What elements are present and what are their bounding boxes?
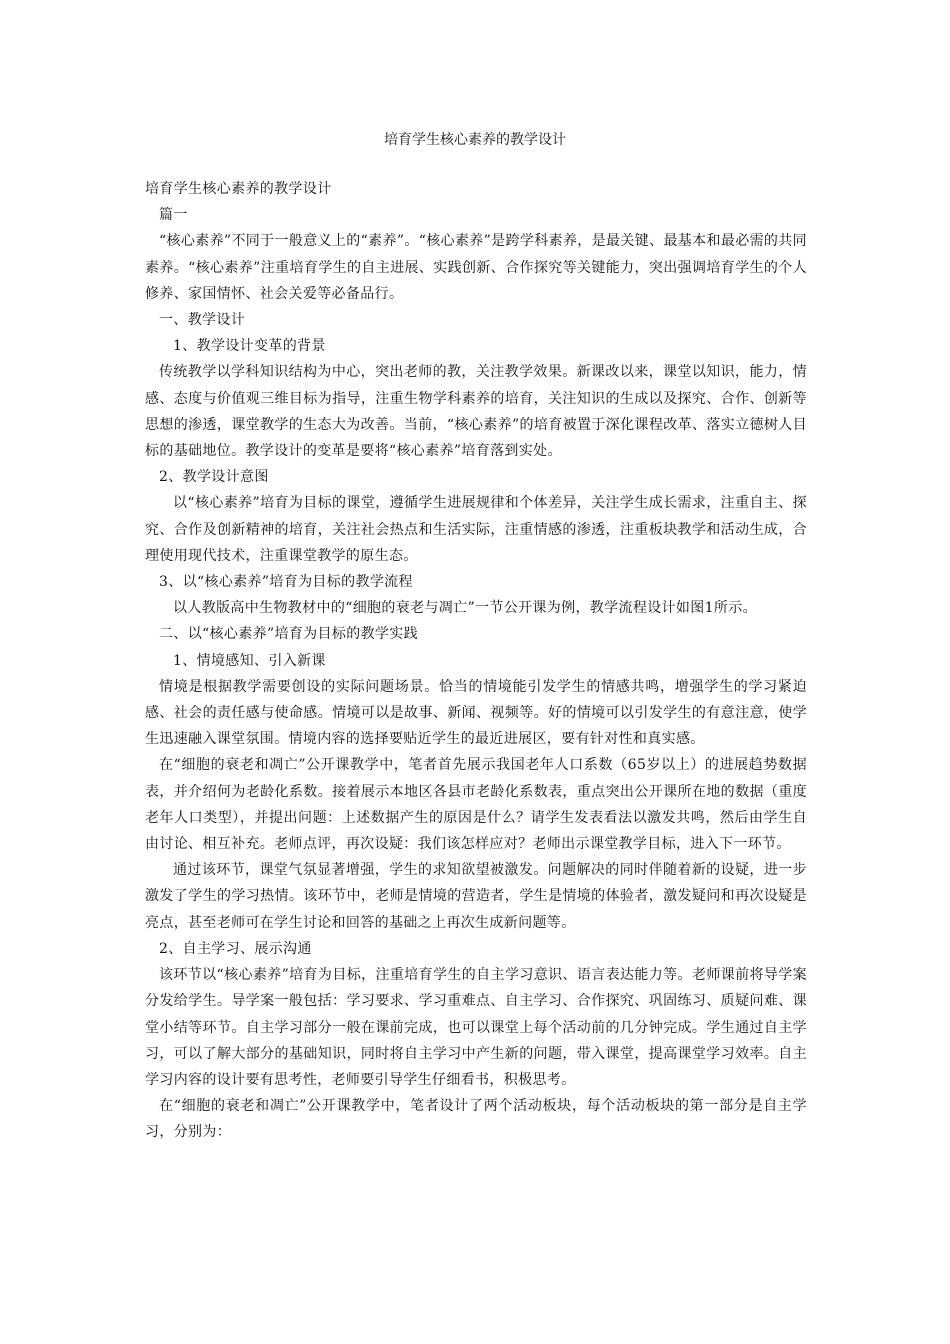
document-title: 培育学生核心素养的教学设计 xyxy=(384,132,566,148)
section-label-paragraph: 篇一 xyxy=(159,207,188,224)
document-body xyxy=(145,176,807,1146)
heading-self-study: 2、自主学习、展示沟通 xyxy=(159,940,312,957)
background-paragraph: 传统教学以学科知识结构为中心，突出老师的教，关注教学效果。新课改以来，课堂以知识，能力，情感、态度与价值观三维目标为指导，注重生物学科素养的培育，关注知识的生成以及探究、合作、创新等思想的渗透，课堂教学的生态大为改善。当前，“核心素养”的培育被置于深化课程改革、落实立德树人目标的基础地位。教学设计的变革是要将“核心素养”培育落到实处。 xyxy=(145,364,807,460)
heading-situation: 1、情境感知、引入新课 xyxy=(173,652,326,669)
effect-paragraph: 通过该环节，课堂气氛显著增强，学生的求知欲望被激发。问题解决的同时伴随着新的设疑，进一步激发了学生的学习热情。该环节中，老师是情境的营造者，学生是情境的体验者，激发疑问和再次设疑是亮点，甚至老师可在学生讨论和回答的基础之上再次生成新问题等。 xyxy=(145,862,807,931)
self-study-paragraph: 该环节以“核心素养”培育为目标，注重培育学生的自主学习意识、语言表达能力等。老师课前将导学案分发给学生。导学案一般包括：学习要求、学习重难点、自主学习、合作探究、巩固练习、质疑问难、课堂小结等环节。自主学习部分一般在课前完成，也可以课堂上每个活动前的几分钟完成。学生通过自主学习，可以了解大部分的基础知识，同时将自主学习中产生新的问题，带入课堂，提高课堂学习效率。自主学习内容的设计要有思考性，老师要引导学生仔细看书，积极思考。 xyxy=(145,967,807,1088)
heading-design-intent: 2、教学设计意图 xyxy=(159,469,269,486)
lesson-example-paragraph: 在“细胞的衰老和凋亡”公开课教学中，笔者首先展示我国老年人口系数（65岁以上）的进展趋势数据表，并介绍何为老龄化系数。接着展示本地区各县市老龄化系数表，重点突出公开课所在地的数据（重度老年人口类型），并提出问题：上述数据产生的原因是什么？请学生发表看法以激发共鸣，然后由学生自由讨论、相互补充。老师点评，再次设疑：我们该怎样应对？老师出示课堂教学目标，进入下一环节。 xyxy=(145,757,807,853)
heading-teaching-flow: 3、以“核心素养”培育为目标的教学流程 xyxy=(159,574,413,591)
design-intent-paragraph: 以“核心素养”培育为目标的课堂，遵循学生进展规律和个体差异，关注学生成长需求，注重自主、探究、合作及创新精神的培育，关注社会热点和生活实际，注重情感的渗透，注重板块教学和活动生成，合理使用现代技术，注重课堂教学的原生态。 xyxy=(145,495,807,564)
heading-teaching-design: 一、教学设计 xyxy=(159,312,246,329)
intro-paragraph: “核心素养”不同于一般意义上的“素养”。“核心素养”是跨学科素养，是最关键、最基本和最必需的共同素养。“核心素养”注重培育学生的自主进展、实践创新、合作探究等关键能力，突出强调培育学生的个人修养、家国情怀、社会关爱等必备品行。 xyxy=(145,233,807,302)
activity-paragraph: 在“细胞的衰老和凋亡”公开课教学中，笔者设计了两个活动板块，每个活动板块的第一部分是自主学习，分别为： xyxy=(145,1098,807,1141)
heading-background: 1、教学设计变革的背景 xyxy=(173,338,326,355)
heading-teaching-practice: 二、以“核心素养”培育为目标的教学实践 xyxy=(159,626,418,643)
teaching-flow-paragraph: 以人教版高中生物教材中的“细胞的衰老与凋亡”一节公开课为例，教学流程设计如图1所示。 xyxy=(173,600,757,617)
subtitle-paragraph: 培育学生核心素养的教学设计 xyxy=(145,181,332,197)
situation-paragraph: 情境是根据教学需要创设的实际问题场景。恰当的情境能引发学生的情感共鸣，增强学生的学习紧迫感、社会的责任感与使命感。情境可以是故事、新闻、视频等。好的情境可以引发学生的有意注意，使学生迅速融入课堂氛围。情境内容的选择要贴近学生的最近进展区，要有针对性和真实感。 xyxy=(145,678,807,748)
